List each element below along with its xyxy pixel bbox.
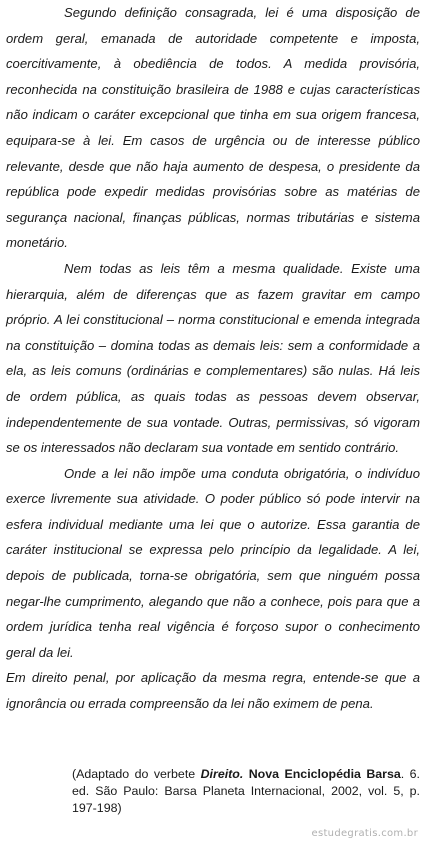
citation-prefix: (Adaptado do verbete <box>72 767 201 781</box>
body-text <box>6 0 420 717</box>
citation-entry: Direito. <box>200 767 244 781</box>
source-citation <box>72 766 420 817</box>
paragraph-1: Segundo definição consagrada, lei é uma disposição de ordem geral, emanada de autoridade competente e imposta, coercitivamente, à obediência de todos. A medida provisória, reconhecida na constituição brasileira de 1988 e cujas características não indicam o caráter excepcional que tinha em sua origem francesa, equipara-se à lei. Em casos de urgência ou de interesse público relevante, desde que não haja aumento de despesa, o presidente da república pode expedir medidas provisórias sobre as matérias de segurança nacional, finanças públicas, normas tributárias e sistema monetário. <box>6 5 420 251</box>
paragraph-4: Em direito penal, por aplicação da mesma regra, entende-se que a ignorância ou errada compreensão da lei não eximem de pena. <box>6 670 420 712</box>
paragraph-3: Onde a lei não impõe uma conduta obrigatória, o indivíduo exerce livremente sua atividade. O poder público só pode intervir na esfera individual mediante uma lei que o autorize. Essa garantia de caráter institucional se expressa pelo princípio da legalidade. A lei, depois de publicada, torna-se obrigatória, sem que ninguém possa negar-lhe cumprimento, alegando que não a conhece, pois para que a ordem jurídica tenha real vigência é forçoso supor o conhecimento geral da lei. <box>6 465 420 660</box>
watermark: estudegratis.com.br <box>311 828 418 839</box>
citation-work: Nova Enciclopédia Barsa <box>243 767 401 781</box>
paragraph-2: Nem todas as leis têm a mesma qualidade. Existe uma hierarquia, além de diferenças que as fazem gravitar em campo próprio. A lei constitucional – norma constitucional e emenda integrada na constituição – domina todas as demais leis: sem a conformidade a ela, as leis comuns (ordinárias e complementares) são nulas. Há leis de ordem pública, as quais todas as pessoas devem observar, independentemente de sua vontade. Outras, permissivas, só vigoram se os interessados não declaram sua vontade em sentido contrário. <box>6 260 420 456</box>
citation-details: . 6. ed. São Paulo: Barsa Planeta Internacional, 2002, vol. 5, p. 197-198) <box>72 767 420 815</box>
